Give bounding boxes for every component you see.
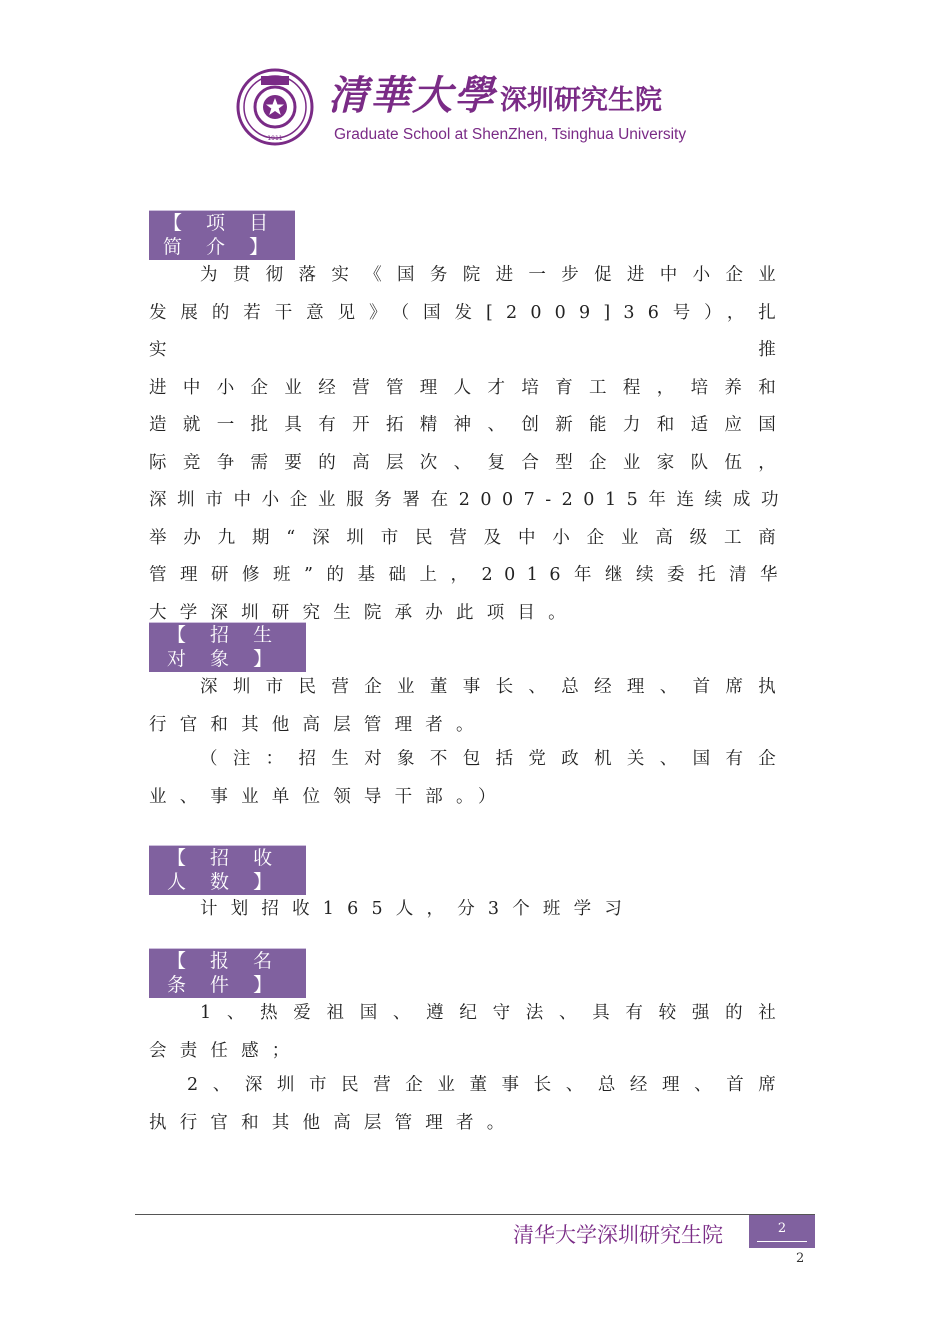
text-line: 发展的若干意见》（国发[2009]36号），扎实推 bbox=[149, 302, 789, 360]
tag-line: 【 招 收 bbox=[167, 847, 282, 869]
enrollment-target-text bbox=[149, 669, 789, 816]
text-line: 业、事业单位领导干部。） bbox=[149, 786, 509, 807]
text-line: 深圳市中小企业服务署在2007-2015年连续成功 bbox=[149, 490, 789, 510]
section-tag-project-intro bbox=[149, 210, 295, 260]
footer-page-box-number: 2 bbox=[777, 1221, 787, 1236]
application-requirements-text bbox=[149, 995, 789, 1142]
brand-campus-name: 深圳研究生院 bbox=[500, 85, 662, 116]
tag-line: 【 招 生 bbox=[167, 624, 282, 646]
brand-english-name: Graduate School at ShenZhen, Tsinghua University bbox=[334, 126, 687, 143]
tag-line: 条 件 】 bbox=[167, 974, 282, 996]
text-line: 进中小企业经营管理人才培育工程，培养和 bbox=[149, 377, 789, 398]
tsinghua-seal-logo bbox=[236, 68, 314, 146]
svg-text:1911: 1911 bbox=[267, 135, 283, 142]
text-line: 2、深圳市民营企业董事长、总经理、首席 bbox=[187, 1075, 789, 1095]
text-line: 管理研修班”的基础上，2016年继续委托清华 bbox=[149, 565, 789, 585]
page-header bbox=[236, 66, 716, 152]
tag-line: 对 象 】 bbox=[167, 648, 282, 670]
brand-chinese-name bbox=[328, 68, 662, 120]
tag-line: 简 介 】 bbox=[163, 236, 278, 258]
text-line: 执行官和其他高层管理者。 bbox=[149, 1112, 518, 1133]
text-line: 深圳市民营企业董事长、总经理、首席执 bbox=[200, 677, 789, 697]
text-line: 举办九期“深圳市民营及中小企业高级工商 bbox=[149, 527, 789, 548]
footer-school-name: 清华大学深圳研究生院 bbox=[513, 1223, 723, 1247]
page-number: 2 bbox=[796, 1251, 805, 1266]
enrollment-number-text bbox=[149, 891, 789, 929]
tag-line: 人 数 】 bbox=[167, 871, 282, 893]
section-tag-application-requirements bbox=[149, 948, 306, 998]
text-line: 1、热爱祖国、遵纪守法、具有较强的社 bbox=[200, 1003, 789, 1023]
brand-calligraphy: 清華大學 bbox=[328, 72, 496, 119]
text-line: 会责任感； bbox=[149, 1040, 303, 1061]
text-line: 行官和其他高层管理者。 bbox=[149, 714, 487, 735]
text-line: （注：招生对象不包括党政机关、国有企 bbox=[200, 749, 789, 769]
footer-divider bbox=[135, 1214, 815, 1215]
text-line: 大学深圳研究生院承办此项目。 bbox=[149, 602, 579, 623]
section-tag-enrollment-target bbox=[149, 622, 306, 672]
footer-page-box-underline bbox=[757, 1241, 807, 1242]
footer-page-box bbox=[749, 1215, 815, 1248]
text-line: 际竞争需要的高层次、复合型企业家队伍， bbox=[149, 452, 789, 473]
tag-line: 【 报 名 bbox=[167, 950, 282, 972]
text-line: 为贯彻落实《国务院进一步促进中小企业 bbox=[200, 265, 789, 285]
text-line: 造就一批具有开拓精神、创新能力和适应国 bbox=[149, 415, 789, 435]
section-tag-enrollment-number bbox=[149, 845, 306, 895]
project-intro-text bbox=[149, 257, 789, 632]
tag-line: 【 项 目 bbox=[163, 212, 278, 234]
text-line: 计划招收165人，分3个班学习 bbox=[200, 899, 636, 919]
